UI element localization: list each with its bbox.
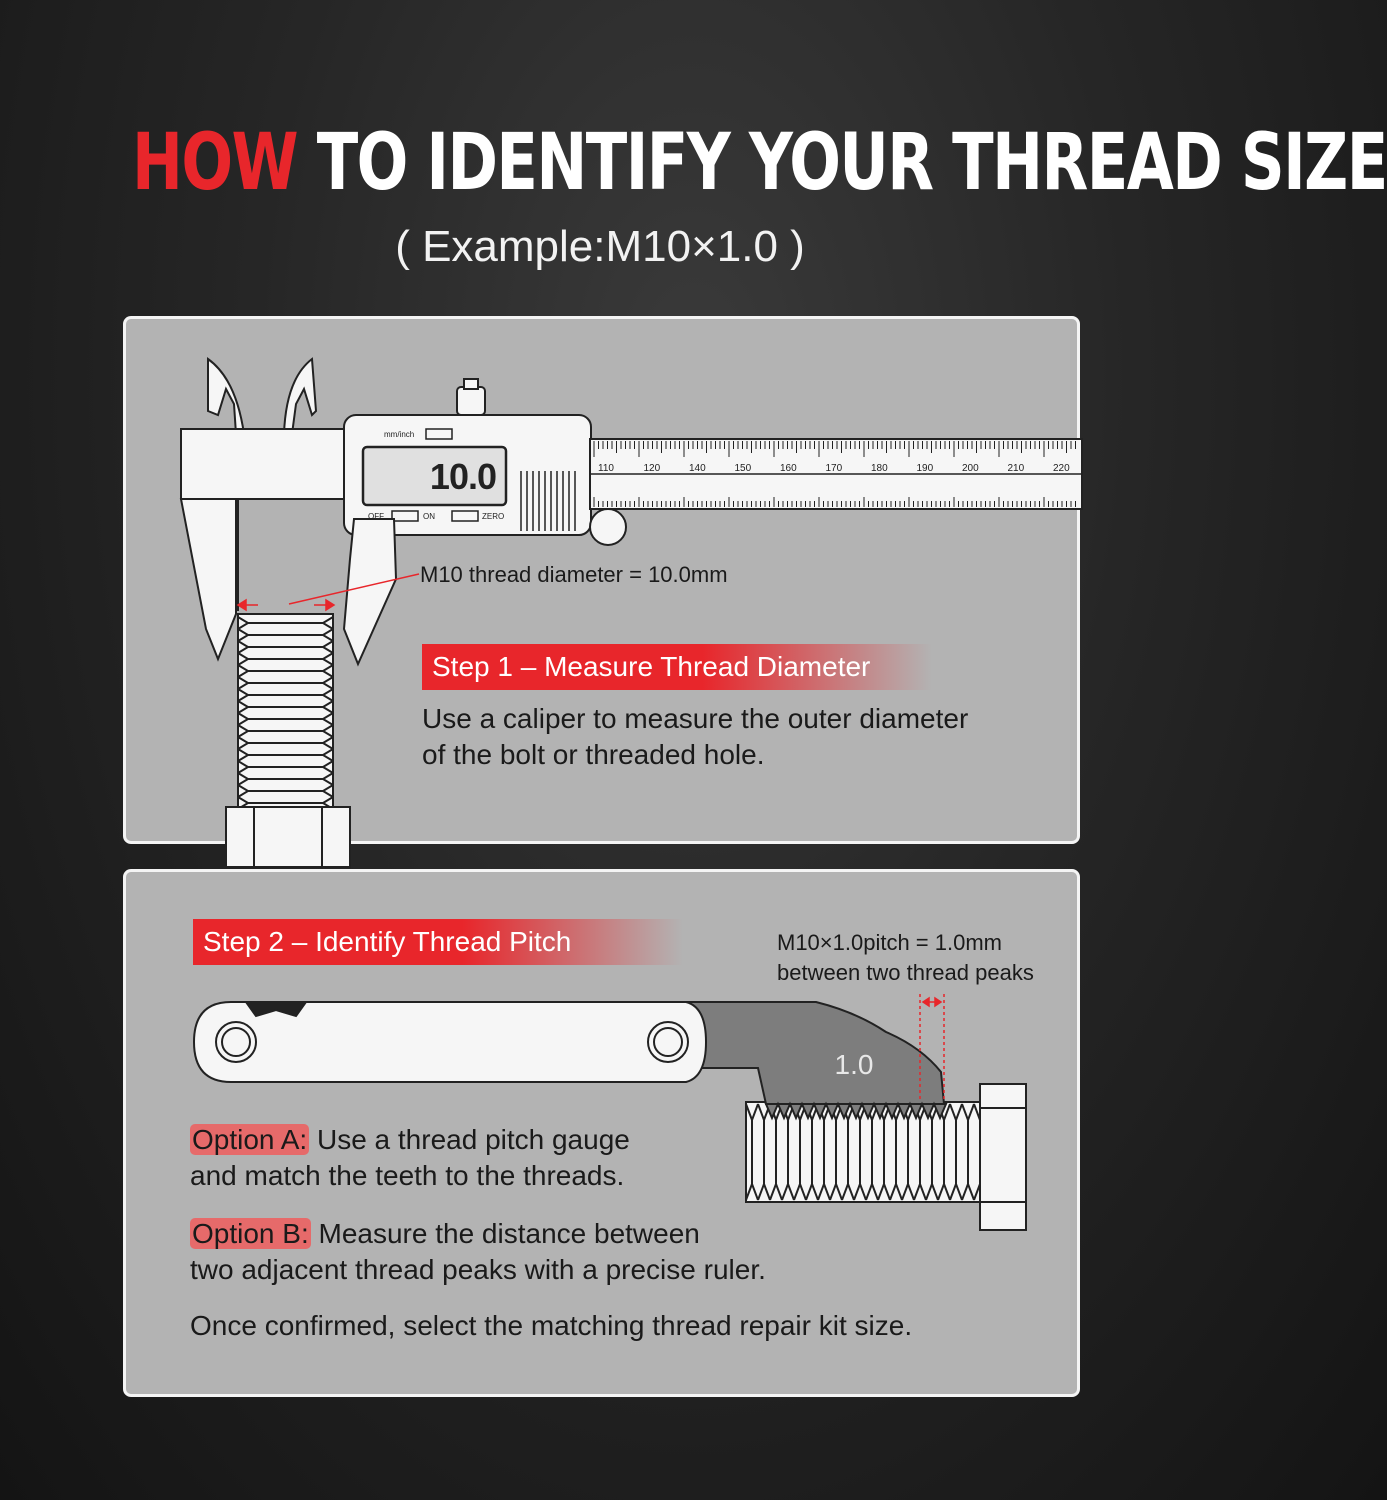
- scale-label: 150: [734, 463, 752, 474]
- step1-text-line1: Use a caliper to measure the outer diameter: [422, 703, 969, 734]
- option-a-line2: and match the teeth to the threads.: [190, 1160, 625, 1191]
- diameter-label: M10 thread diameter = 10.0mm: [420, 562, 728, 587]
- step2-panel: [123, 869, 1080, 1397]
- confirm-text: Once confirmed, select the matching thread repair kit size.: [190, 1310, 913, 1341]
- step1-banner: Step 1 – Measure Thread Diameter: [422, 644, 932, 690]
- scale-label: 180: [871, 463, 888, 474]
- scale-label: 110: [598, 463, 614, 474]
- caliper-off-label: OFF: [368, 512, 384, 521]
- scale-label: 220: [1053, 463, 1070, 474]
- gauge-value: 1.0: [834, 1049, 874, 1080]
- page-subtitle: ( Example:M10×1.0 ): [395, 222, 805, 271]
- step2-banner: Step 2 – Identify Thread Pitch: [193, 919, 683, 965]
- caliper-zero-label: ZERO: [482, 512, 505, 521]
- option-b-tag: Option B:: [192, 1218, 309, 1249]
- pitch-label-line1: M10×1.0pitch = 1.0mm: [777, 930, 1003, 955]
- step1-text-line2: of the bolt or threaded hole.: [422, 739, 765, 770]
- caliper-display-value: 10.0: [429, 456, 496, 497]
- option-a: [190, 1122, 630, 1194]
- scale-label: 210: [1007, 463, 1025, 474]
- bolt-vertical: [226, 614, 350, 867]
- scale-label: 190: [916, 463, 934, 474]
- scale-label: 160: [780, 463, 797, 474]
- page-title: [132, 118, 1387, 208]
- title-rest: TO IDENTIFY YOUR THREAD SIZE: [297, 118, 1387, 208]
- scale-label: 200: [962, 463, 979, 474]
- title-highlight: HOW: [132, 118, 298, 208]
- option-b-line2: two adjacent thread peaks with a precise ruler.: [190, 1254, 766, 1285]
- scale-label: 170: [825, 463, 843, 474]
- option-a-tag: Option A:: [192, 1124, 308, 1155]
- step1-description: [422, 701, 968, 773]
- diameter-arrows: [238, 600, 334, 610]
- pitch-label-line2: between two thread peaks: [777, 960, 1034, 985]
- pitch-gauge: [194, 1002, 946, 1118]
- option-a-line1: Use a thread pitch gauge: [309, 1124, 630, 1155]
- step1-panel: [123, 316, 1080, 844]
- option-b: [190, 1216, 766, 1288]
- pitch-label: [777, 928, 1034, 988]
- scale-label: 120: [643, 463, 661, 474]
- scale-label: 140: [689, 463, 706, 474]
- caliper-unit-label: mm/inch: [384, 430, 415, 439]
- caliper-on-label: ON: [423, 512, 435, 521]
- option-b-line1: Measure the distance between: [310, 1218, 700, 1249]
